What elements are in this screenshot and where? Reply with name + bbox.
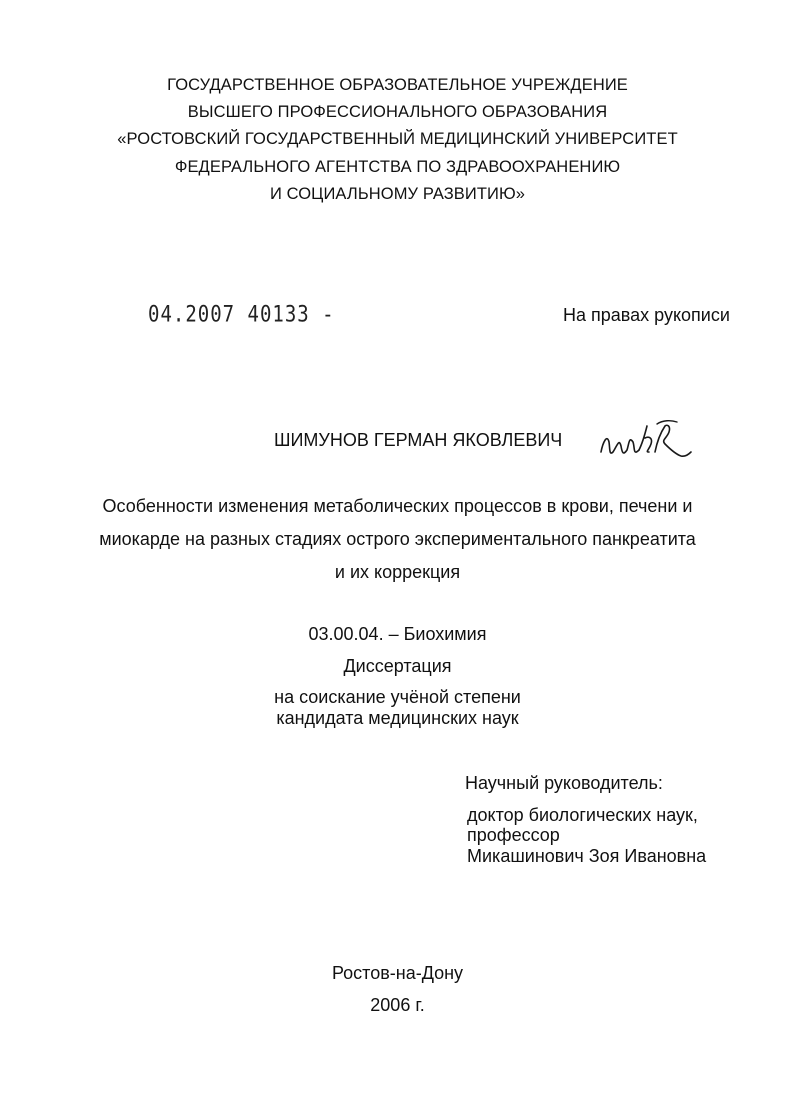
- rights-note: На правах рукописи: [563, 305, 730, 325]
- header-line: ФЕДЕРАЛЬНОГО АГЕНТСТВА ПО ЗДРАВООХРАНЕНИЮ: [174, 158, 621, 176]
- thesis-title-line: Особенности изменения метаболических процессов в крови, печени и: [102, 496, 693, 516]
- supervisor-heading: Научный руководитель:: [465, 773, 663, 793]
- supervisor-degree: доктор биологических наук,: [467, 805, 698, 825]
- supervisor-title: профессор: [467, 825, 560, 845]
- header-line: ВЫСШЕГО ПРОФЕССИОНАЛЬНОГО ОБРАЗОВАНИЯ: [187, 103, 608, 121]
- header-line: «РОСТОВСКИЙ ГОСУДАРСТВЕННЫЙ МЕДИЦИНСКИЙ УНИВЕРСИТЕТ: [117, 130, 678, 148]
- author-signature: [595, 412, 695, 468]
- degree-line: на соискание учёной степени: [274, 687, 521, 707]
- year: 2006 г.: [370, 995, 425, 1015]
- document-type: Диссертация: [343, 656, 452, 676]
- thesis-title-line: и их коррекция: [334, 562, 461, 582]
- author-name: ШИМУНОВ ГЕРМАН ЯКОВЛЕВИЧ: [274, 430, 563, 450]
- degree-line: кандидата медицинских наук: [276, 708, 519, 728]
- registration-number: 04.2007 40133 -: [148, 302, 335, 328]
- thesis-title-line: миокарде на разных стадиях острого экспериментального панкреатита: [99, 529, 696, 549]
- header-line: ГОСУДАРСТВЕННОЕ ОБРАЗОВАТЕЛЬНОЕ УЧРЕЖДЕНИЕ: [167, 76, 628, 94]
- header-line: И СОЦИАЛЬНОМУ РАЗВИТИЮ»: [269, 185, 526, 203]
- supervisor-name: Микашинович Зоя Ивановна: [467, 846, 707, 866]
- specialty: 03.00.04. – Биохимия: [308, 624, 487, 644]
- city: Ростов-на-Дону: [331, 963, 464, 983]
